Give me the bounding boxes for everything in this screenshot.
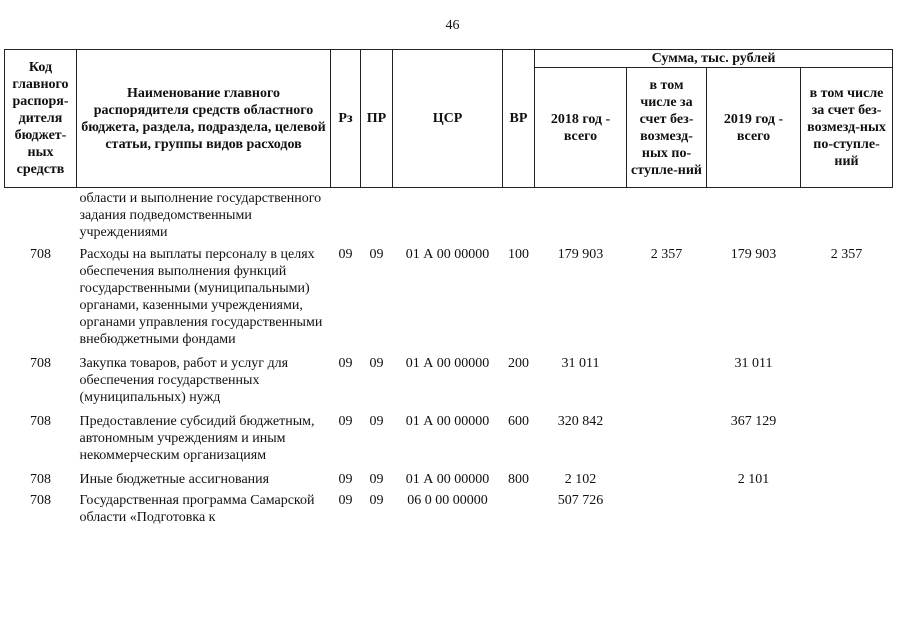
header-name: Наименование главного распорядителя средств областного бюджета, раздела, подраздела, целевой статьи, группы видов расходов — [77, 50, 331, 188]
row-2018-grants — [627, 492, 707, 526]
table-row — [5, 244, 893, 355]
row-csr: 01 А 00 00000 — [405, 472, 490, 487]
header-vr: ВР — [503, 50, 535, 188]
page-number: 46 — [445, 18, 460, 33]
row-name: Расходы на выплаты персоналу в целях обеспечения выполнения функций государственными (муниципальными) органами, казенными учреждениями, органами управления государственными внебюджетными фондами — [79, 247, 323, 347]
row-rz: 09 — [338, 414, 353, 429]
budget-table — [4, 49, 893, 526]
row-name: Предоставление субсидий бюджетным, автономным учреждениям и иным некоммерческим организациям — [79, 414, 315, 463]
row-code: 708 — [30, 472, 51, 487]
row-rz: 09 — [338, 493, 353, 508]
table-row — [5, 413, 893, 471]
row-vr: 100 — [508, 247, 529, 262]
header-csr: ЦСР — [393, 50, 503, 188]
row-code: 708 — [30, 247, 51, 262]
table-row — [5, 471, 893, 492]
row-code: 708 — [30, 356, 51, 371]
row-code: 708 — [30, 493, 51, 508]
row-rz: 09 — [338, 472, 353, 487]
row-vr: 600 — [508, 414, 529, 429]
row-2019-grants: 2 357 — [830, 247, 863, 262]
header-2018-grants: в том числе за счет без-возмезд-ных по-ступле-ний — [627, 68, 707, 188]
table-row — [5, 355, 893, 413]
row-vr: 200 — [508, 356, 529, 371]
row-code: 708 — [30, 414, 51, 429]
row-2018-total: 320 842 — [557, 414, 604, 429]
header-2019-total: 2019 год - всего — [707, 68, 801, 188]
row-csr: 01 А 00 00000 — [405, 414, 490, 429]
row-2019-grants — [801, 413, 893, 471]
row-vr: 800 — [508, 472, 529, 487]
row-csr: 06 0 00 00000 — [407, 493, 488, 508]
row-2018-total: 179 903 — [557, 247, 604, 262]
row-2018-total: 2 102 — [564, 472, 597, 487]
row-name: Государственная программа Самарской области «Подготовка к — [79, 493, 315, 525]
row-rz: 09 — [338, 356, 353, 371]
header-rz: Рз — [331, 50, 361, 188]
row-2019-total: 2 101 — [737, 472, 770, 487]
row-pr: 09 — [369, 247, 384, 262]
row-2018-total: 507 726 — [557, 493, 604, 508]
header-code: Код главного распоря-дителя бюджет-ных средств — [5, 50, 77, 188]
row-name: Закупка товаров, работ и услуг для обеспечения государственных (муниципальных) нужд — [79, 356, 289, 405]
table-row-continuation — [5, 188, 893, 245]
row-2019-grants — [801, 471, 893, 492]
row-pr: 09 — [369, 356, 384, 371]
row-name: Иные бюджетные ассигнования — [79, 472, 270, 487]
row-2018-grants: 2 357 — [650, 247, 683, 262]
header-pr: ПР — [361, 50, 393, 188]
row-pr: 09 — [369, 472, 384, 487]
row-pr: 09 — [369, 414, 384, 429]
row-rz: 09 — [338, 247, 353, 262]
row-2019-grants — [801, 492, 893, 526]
row-csr: 01 А 00 00000 — [405, 247, 490, 262]
row-2018-grants — [627, 355, 707, 413]
table-body — [5, 188, 893, 527]
row-csr: 01 А 00 00000 — [405, 356, 490, 371]
header-2019-grants: в том числе за счет без-возмезд-ных по-ступле-ний — [801, 68, 893, 188]
row-2019-total: 31 011 — [734, 356, 773, 371]
row-2018-total: 31 011 — [561, 356, 600, 371]
row-2018-grants — [627, 471, 707, 492]
row-2019-total: 179 903 — [730, 247, 777, 262]
table-row — [5, 492, 893, 526]
row-2019-total — [707, 492, 801, 526]
row-vr — [503, 492, 535, 526]
table-header — [5, 50, 893, 188]
header-2018-total: 2018 год - всего — [535, 68, 627, 188]
row-2019-total: 367 129 — [730, 414, 777, 429]
row-2018-grants — [627, 413, 707, 471]
header-amount-group: Сумма, тыс. рублей — [535, 50, 893, 68]
row-name: области и выполнение государственного задания подведомственными учреждениями — [79, 191, 322, 240]
row-pr: 09 — [369, 493, 384, 508]
row-2019-grants — [801, 355, 893, 413]
